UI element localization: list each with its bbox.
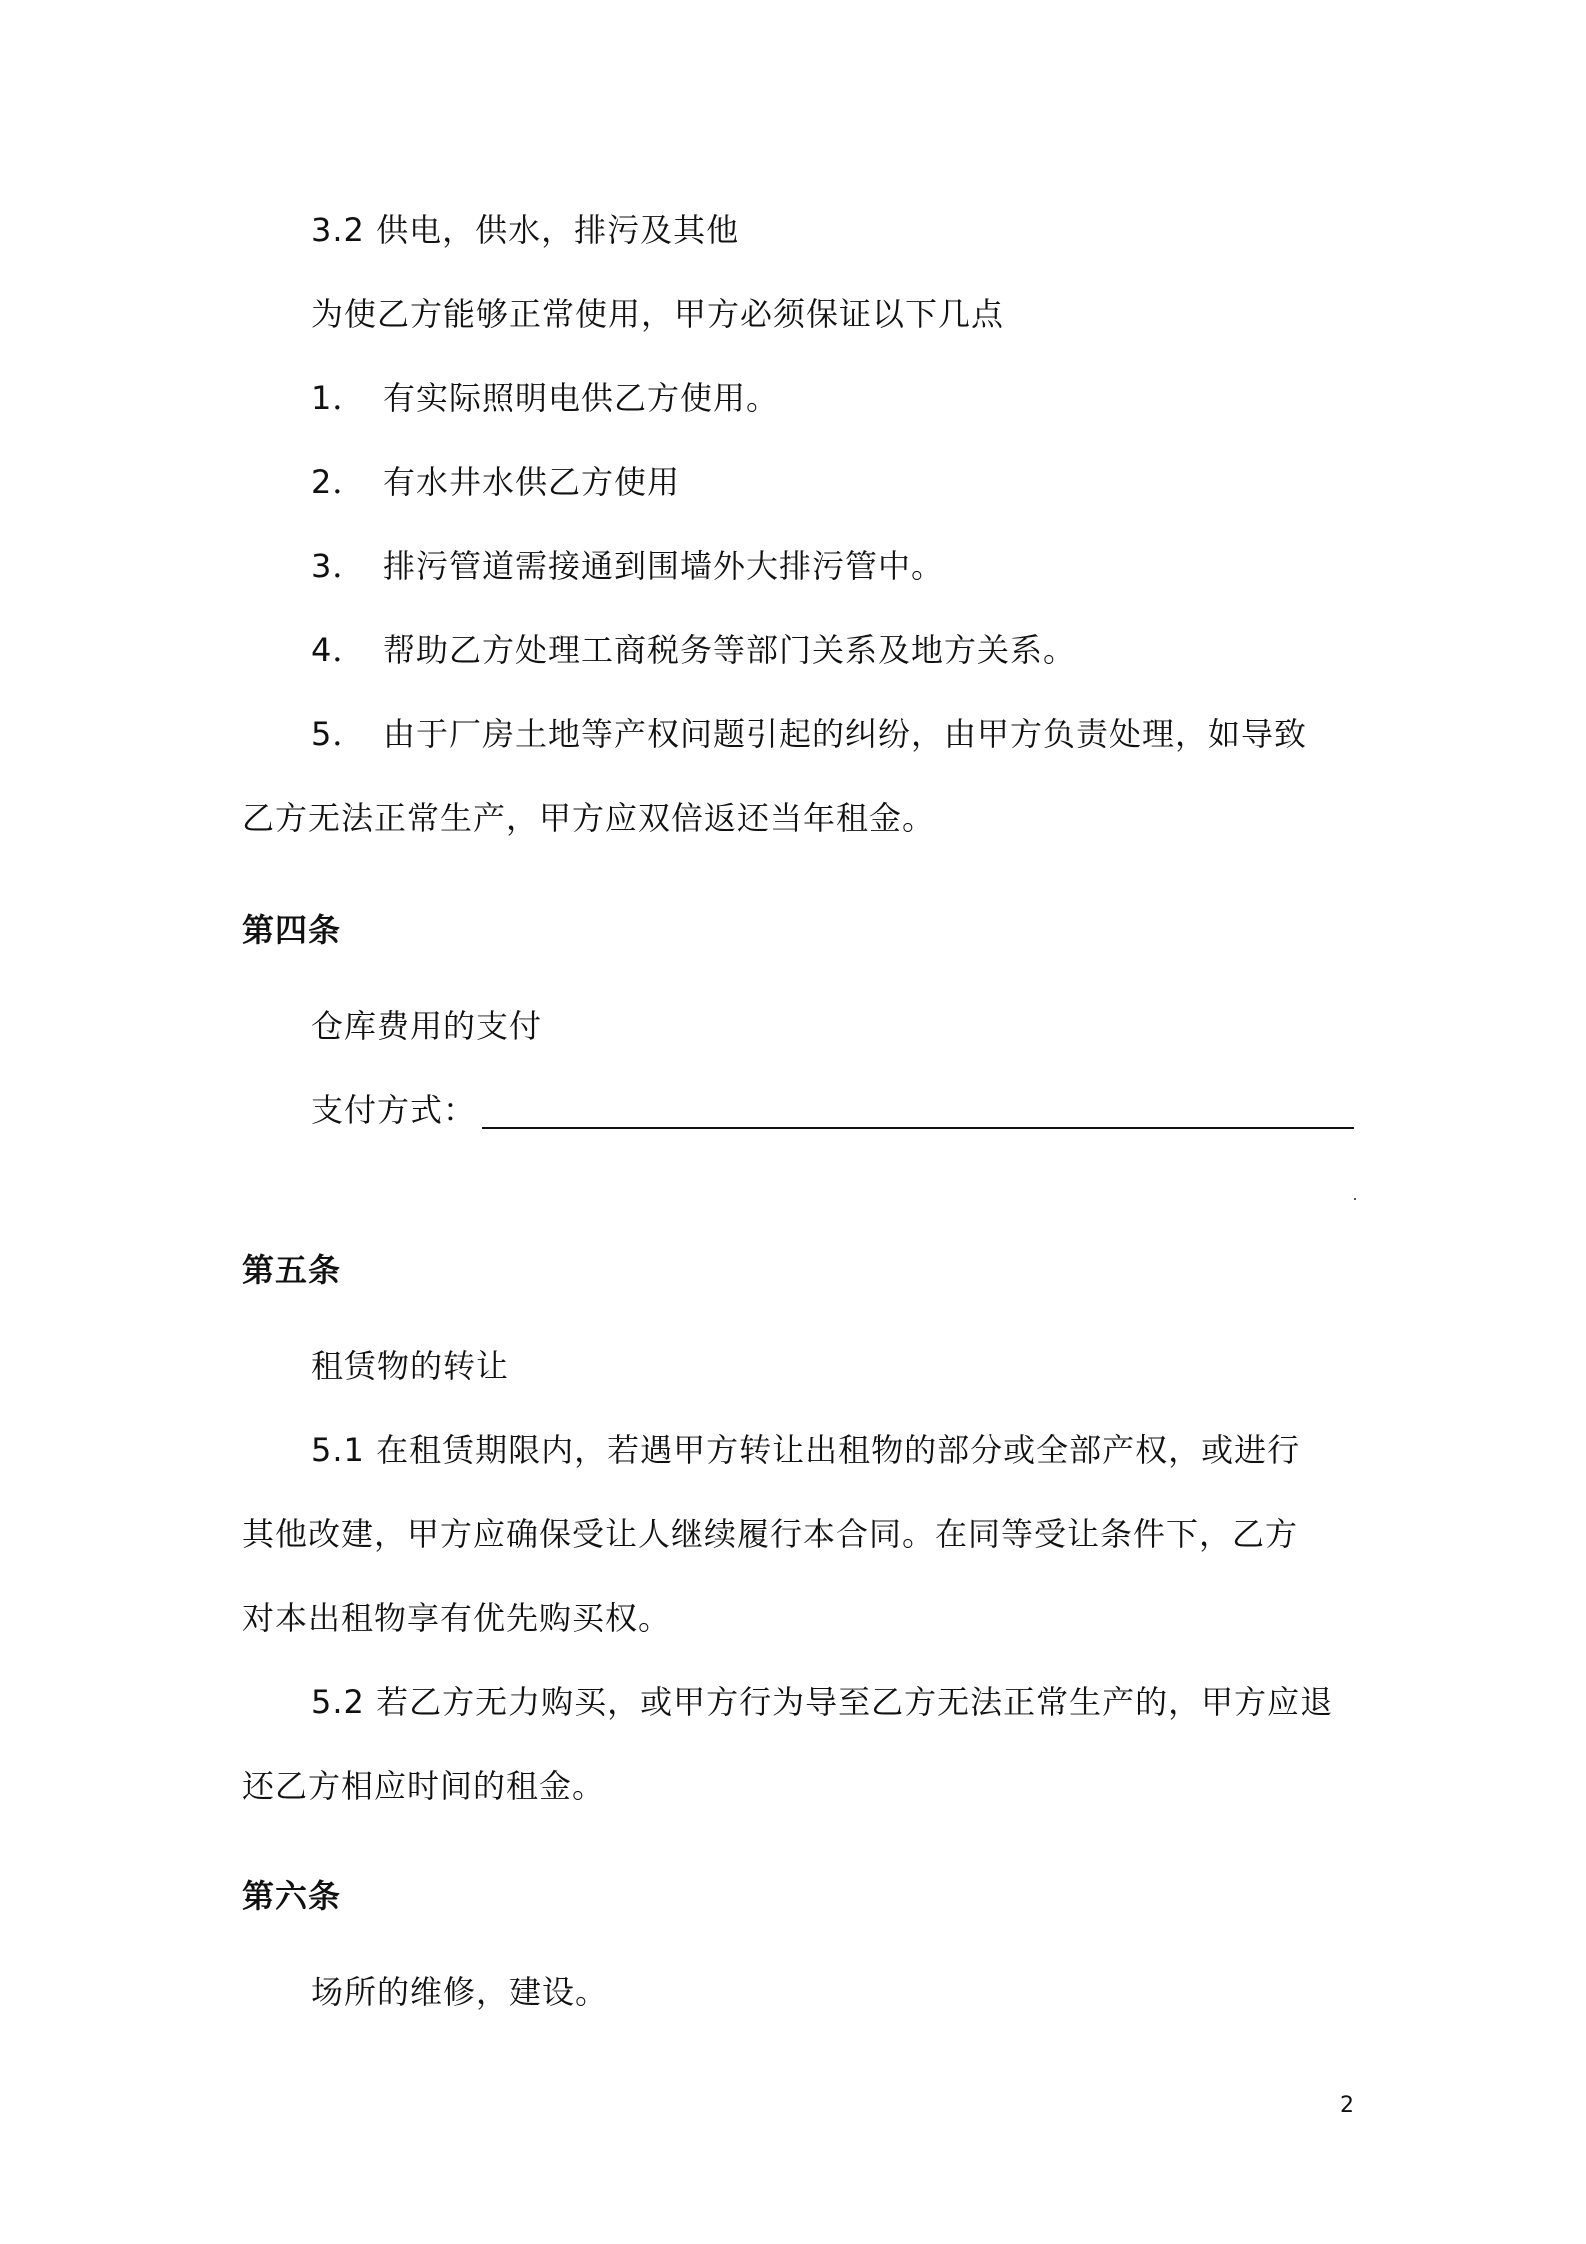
list-item-number: 3．	[311, 547, 366, 585]
list-item-4	[311, 630, 1076, 670]
section-5-2-line-1: 5.2 若乙方无力购买，或甲方行为导至乙方无法正常生产的，甲方应退	[311, 1683, 1334, 1721]
section-4-heading: 第四条	[242, 911, 342, 949]
list-item-1	[311, 378, 779, 418]
page-number: 2	[1340, 2093, 1354, 2118]
list-item-2	[311, 462, 680, 502]
list-item-5-continuation: 乙方无法正常生产，甲方应双倍返还当年租金。	[242, 799, 936, 837]
list-item-text: 由于厂房土地等产权问题引起的纠纷，由甲方负责处理，如导致	[383, 715, 1308, 753]
section-5-heading: 第五条	[242, 1251, 342, 1289]
section-3-intro: 为使乙方能够正常使用，甲方必须保证以下几点	[311, 295, 1005, 333]
payment-method-label: 支付方式：	[311, 1091, 477, 1129]
stray-mark	[1354, 1198, 1356, 1200]
list-item-text: 排污管道需接通到围墙外大排污管中。	[383, 547, 945, 585]
list-item-5	[311, 714, 1307, 754]
section-5-1-line-3: 对本出租物享有优先购买权。	[242, 1599, 672, 1637]
section-5-1-line-2: 其他改建，甲方应确保受让人继续履行本合同。在同等受让条件下，乙方	[242, 1515, 1299, 1553]
list-item-number: 4．	[311, 631, 366, 669]
section-3-2-subtitle: 3.2 供电，供水，排污及其他	[311, 211, 740, 249]
list-item-text: 帮助乙方处理工商税务等部门关系及地方关系。	[383, 631, 1077, 669]
section-5-1-line-1: 5.1 在租赁期限内，若遇甲方转让出租物的部分或全部产权，或进行	[311, 1431, 1301, 1469]
list-item-text: 有水井水供乙方使用	[383, 463, 681, 501]
section-4-subtitle: 仓库费用的支付	[311, 1007, 543, 1045]
payment-method-blank-line	[482, 1127, 1354, 1129]
list-item-3	[311, 546, 944, 586]
list-item-text: 有实际照明电供乙方使用。	[383, 379, 780, 417]
section-6-subtitle: 场所的维修，建设。	[311, 1973, 609, 2011]
list-item-number: 2．	[311, 463, 366, 501]
section-6-heading: 第六条	[242, 1877, 342, 1915]
list-item-number: 5．	[311, 715, 366, 753]
section-5-subtitle: 租赁物的转让	[311, 1347, 510, 1385]
section-5-2-line-2: 还乙方相应时间的租金。	[242, 1767, 606, 1805]
list-item-number: 1．	[311, 379, 366, 417]
